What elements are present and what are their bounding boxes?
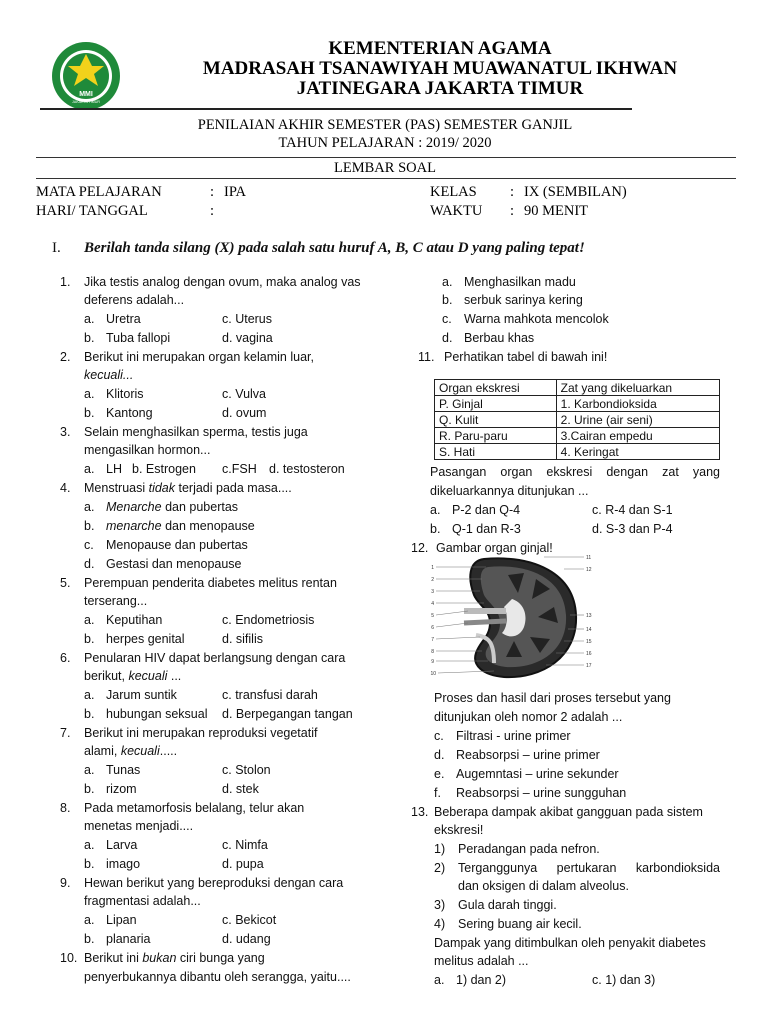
- q13-after-line2: melitus adalah ...: [434, 954, 529, 968]
- q10-option-b-letter[interactable]: b.: [442, 293, 453, 307]
- q9-number: 9.: [60, 876, 71, 890]
- q3-option-c[interactable]: c.FSH: [222, 462, 257, 476]
- q4-option-d[interactable]: Gestasi dan menopause: [106, 557, 242, 571]
- q10-option-d[interactable]: Berbau khas: [464, 331, 535, 345]
- q1-option-b-letter[interactable]: b.: [84, 331, 95, 345]
- table-cell: P. Ginjal: [435, 396, 557, 412]
- q13-item-2-number: 2): [434, 861, 446, 875]
- q9-option-d[interactable]: d. udang: [222, 932, 271, 946]
- time-label: WAKTU: [430, 203, 483, 219]
- section-number: I.: [52, 240, 61, 256]
- q6-text-line2: [84, 669, 181, 683]
- kidney-label-7: 7: [431, 637, 434, 643]
- q13-item-2-cont: dan oksigen di dalam alveolus.: [458, 879, 629, 893]
- date-colon: :: [210, 203, 215, 219]
- q5-text-line2: terserang...: [84, 594, 148, 608]
- q3-option-a-letter[interactable]: a.: [84, 462, 95, 476]
- q5-option-a[interactable]: Keputihan: [106, 613, 163, 627]
- table-cell: R. Paru-paru: [435, 428, 557, 444]
- kidney-label-11: 11: [586, 555, 592, 561]
- table-cell: 1. Karbondioksida: [556, 396, 719, 412]
- q6-option-a[interactable]: Jarum suntik: [106, 688, 177, 702]
- q10-option-d-letter[interactable]: d.: [442, 331, 453, 345]
- q1-option-b[interactable]: Tuba fallopi: [106, 331, 171, 345]
- q8-text-line2: menetas menjadi....: [84, 819, 194, 833]
- q3-text-line2: mengasilkan hormon...: [84, 443, 211, 457]
- q2-text-line1: Berikut ini merupakan organ kelamin luar,: [84, 350, 314, 364]
- q8-option-d[interactable]: d. pupa: [222, 857, 264, 871]
- q9-text-line1: Hewan berikut yang bereproduksi dengan cara: [84, 876, 344, 890]
- q10-option-a[interactable]: Menghasilkan madu: [464, 275, 576, 289]
- q13-text-line2: ekskresi!: [434, 823, 484, 837]
- subject-colon: :: [210, 184, 215, 200]
- kidney-label-4: 4: [431, 601, 434, 607]
- q5-option-c[interactable]: c. Endometriosis: [222, 613, 315, 627]
- q7-option-a[interactable]: Tunas: [106, 763, 141, 777]
- q10-text-line2: penyerbukannya dibantu oleh serangga, yaitu....: [84, 970, 351, 984]
- q10-option-c[interactable]: Warna mahkota mencolok: [464, 312, 609, 326]
- q8-option-b[interactable]: imago: [106, 857, 141, 871]
- q3-option-a[interactable]: LH: [106, 462, 122, 476]
- q11-option-b-letter[interactable]: b.: [430, 522, 441, 536]
- q9-text-line2: fragmentasi adalah...: [84, 894, 201, 908]
- q11-number: 11.: [418, 350, 435, 364]
- q8-option-a-letter[interactable]: a.: [84, 838, 95, 852]
- q4-option-c-letter[interactable]: c.: [84, 538, 94, 552]
- q6-option-b[interactable]: hubungan seksual: [106, 707, 208, 721]
- q4-option-a[interactable]: [106, 500, 238, 514]
- q10-text-part2: ciri bunga yang: [176, 951, 265, 965]
- q8-option-c[interactable]: c. Nimfa: [222, 838, 268, 852]
- q10-text-part1: Berikut ini: [84, 951, 143, 965]
- q12-option-c-letter[interactable]: c.: [434, 729, 444, 743]
- q12-option-e-letter[interactable]: e.: [434, 767, 445, 781]
- q4-option-b[interactable]: [106, 519, 255, 533]
- q8-option-a[interactable]: Larva: [106, 838, 138, 852]
- time-value: 90 MENIT: [524, 203, 589, 219]
- q4-option-b-italic: menarche: [106, 519, 162, 533]
- q2-option-b[interactable]: Kantong: [106, 406, 153, 420]
- q5-text-line1: Perempuan penderita diabetes melitus rentan: [84, 576, 337, 590]
- table-cell: 3.Cairan empedu: [556, 428, 719, 444]
- kidney-label-10: 10: [430, 671, 436, 677]
- q6-option-c[interactable]: c. transfusi darah: [222, 688, 318, 702]
- q4-option-b-rest: dan menopause: [161, 519, 255, 533]
- q10-option-c-letter[interactable]: c.: [442, 312, 452, 326]
- q6-text-part1: berikut,: [84, 669, 129, 683]
- excretion-table: [434, 379, 720, 460]
- q12-option-f-letter[interactable]: f.: [434, 786, 441, 800]
- exam-divider-top: [36, 157, 736, 158]
- q4-option-a-italic: Menarche: [106, 500, 162, 514]
- q13-option-a[interactable]: 1) dan 2): [456, 973, 507, 987]
- q7-text-part2: .....: [159, 744, 178, 758]
- kidney-label-16: 16: [586, 651, 592, 657]
- table-cell: 4. Keringat: [556, 444, 719, 460]
- q13-text-line1: Beberapa dampak akibat gangguan pada sistem: [434, 805, 703, 819]
- q12-after-line1: Proses dan hasil dari proses tersebut yang: [434, 691, 671, 705]
- q7-option-b[interactable]: rizom: [106, 782, 137, 796]
- q12-number: 12.: [411, 541, 429, 555]
- q13-item-4-number: 4): [434, 917, 446, 931]
- q12-after-line2: ditunjukan oleh nomor 2 adalah ...: [434, 710, 623, 724]
- table-row: [435, 428, 720, 444]
- table-header-cell: Organ ekskresi: [435, 380, 557, 396]
- q8-option-b-letter[interactable]: b.: [84, 857, 95, 871]
- q3-option-b[interactable]: b. Estrogen: [132, 462, 196, 476]
- q5-number: 5.: [60, 576, 71, 590]
- kidney-label-6: 6: [431, 625, 434, 631]
- subject-label: MATA PELAJARAN: [36, 184, 162, 200]
- q2-text-line2: kecuali...: [84, 368, 134, 382]
- q1-number: 1.: [60, 275, 71, 289]
- q6-text-emphasis: kecuali: [128, 669, 168, 683]
- q6-text-part2: ...: [167, 669, 182, 683]
- exam-divider-bottom: [36, 178, 736, 179]
- q3-option-d[interactable]: d. testosteron: [269, 462, 345, 476]
- table-cell: 2. Urine (air seni): [556, 412, 719, 428]
- q2-option-c[interactable]: c. Vulva: [222, 387, 267, 401]
- q10-option-a-letter[interactable]: a.: [442, 275, 453, 289]
- q3-text-line1: Selain menghasilkan sperma, testis juga: [84, 425, 308, 439]
- q7-option-b-letter[interactable]: b.: [84, 782, 95, 796]
- q4-text: [84, 481, 292, 495]
- q7-option-d[interactable]: d. stek: [222, 782, 259, 796]
- q5-option-d[interactable]: d. sifilis: [222, 632, 263, 646]
- q11-option-c[interactable]: c. R-4 dan S-1: [592, 503, 673, 517]
- q13-option-c[interactable]: c. 1) dan 3): [592, 973, 656, 987]
- q9-option-a-letter[interactable]: a.: [84, 913, 95, 927]
- q3-number: 3.: [60, 425, 71, 439]
- q13-item-3: Gula darah tinggi.: [458, 898, 557, 912]
- q9-option-a[interactable]: Lipan: [106, 913, 137, 927]
- q13-number: 13.: [411, 805, 429, 819]
- school-logo: [50, 40, 122, 112]
- q6-option-b-letter[interactable]: b.: [84, 707, 95, 721]
- q13-item-4: Sering buang air kecil.: [458, 917, 582, 931]
- kidney-label-1: 1: [431, 565, 434, 571]
- table-row: [435, 444, 720, 460]
- q7-option-a-letter[interactable]: a.: [84, 763, 95, 777]
- q5-option-b[interactable]: herpes genital: [106, 632, 185, 646]
- kidney-label-5: 5: [431, 613, 434, 619]
- class-label: KELAS: [430, 184, 477, 200]
- q1-option-a-letter[interactable]: a.: [84, 312, 95, 326]
- q7-text-line1: Berikut ini merupakan reproduksi vegetatif: [84, 726, 318, 740]
- q10-text-emphasis: bukan: [142, 951, 177, 965]
- q2-number: 2.: [60, 350, 71, 364]
- q11-after-line1: Pasangan organ ekskresi dengan zat yang: [430, 465, 720, 479]
- q10-option-b[interactable]: serbuk sarinya kering: [464, 293, 583, 307]
- kidney-diagram: [424, 553, 600, 683]
- q12-option-c[interactable]: Filtrasi - urine primer: [456, 729, 571, 743]
- q13-item-1: Peradangan pada nefron.: [458, 842, 600, 856]
- table-cell: S. Hati: [435, 444, 557, 460]
- table-cell: Q. Kulit: [435, 412, 557, 428]
- q4-text-emphasis: tidak: [148, 481, 176, 495]
- q12-option-f[interactable]: Reabsorpsi – urine sungguhan: [456, 786, 627, 800]
- kidney-label-13: 13: [586, 613, 592, 619]
- q12-option-e[interactable]: Augemntasi – urine sekunder: [456, 767, 619, 781]
- kidney-label-2: 2: [431, 577, 434, 583]
- table-row: [435, 396, 720, 412]
- kidney-label-12: 12: [586, 567, 592, 573]
- q11-option-b[interactable]: Q-1 dan R-3: [452, 522, 521, 536]
- q1-option-d[interactable]: d. vagina: [222, 331, 273, 345]
- q6-text-line1: Penularan HIV dapat berlangsung dengan cara: [84, 651, 346, 665]
- q7-number: 7.: [60, 726, 71, 740]
- q12-option-d[interactable]: Reabsorpsi – urine primer: [456, 748, 600, 762]
- q7-text-line2: [84, 744, 177, 758]
- kidney-label-9: 9: [431, 659, 434, 665]
- q13-item-1-number: 1): [434, 842, 446, 856]
- kidney-label-3: 3: [431, 589, 434, 595]
- q2-option-b-letter[interactable]: b.: [84, 406, 95, 420]
- exam-year: TAHUN PELAJARAN : 2019/ 2020: [278, 135, 492, 151]
- q4-option-a-rest: dan pubertas: [161, 500, 239, 514]
- q1-option-a[interactable]: Uretra: [106, 312, 141, 326]
- q10-number: 10.: [60, 951, 78, 965]
- sheet-title: LEMBAR SOAL: [334, 160, 436, 176]
- q7-option-c[interactable]: c. Stolon: [222, 763, 271, 777]
- table-header-cell: Zat yang dikeluarkan: [556, 380, 719, 396]
- exam-title: PENILAIAN AKHIR SEMESTER (PAS) SEMESTER GANJIL: [197, 117, 573, 133]
- school-location: JATINEGARA JAKARTA TIMUR: [296, 78, 584, 99]
- header-divider: [40, 108, 632, 110]
- q11-option-a-letter[interactable]: a.: [430, 503, 441, 517]
- q11-option-a[interactable]: P-2 dan Q-4: [452, 503, 521, 517]
- q10-text-line1: [84, 951, 265, 965]
- kidney-label-15: 15: [586, 639, 592, 645]
- q6-option-d[interactable]: d. Berpegangan tangan: [222, 707, 353, 721]
- q4-number: 4.: [60, 481, 71, 495]
- q4-option-c[interactable]: Menopause dan pubertas: [106, 538, 248, 552]
- class-colon: :: [510, 184, 515, 200]
- q2-option-a[interactable]: Klitoris: [106, 387, 144, 401]
- q7-text-emphasis: kecuali: [120, 744, 160, 758]
- q6-option-a-letter[interactable]: a.: [84, 688, 95, 702]
- subject-value: IPA: [224, 184, 247, 200]
- instruction-text: Berilah tanda silang (X) pada salah satu huruf A, B, C atau D yang paling tepat!: [84, 240, 585, 256]
- q11-text: Perhatikan tabel di bawah ini!: [444, 350, 608, 364]
- q9-option-c[interactable]: c. Bekicot: [222, 913, 277, 927]
- date-label: HARI/ TANGGAL: [36, 203, 148, 219]
- q8-number: 8.: [60, 801, 71, 815]
- logo-subtext: JAKARTA TIMUR: [72, 100, 100, 104]
- school-name: MADRASAH TSANAWIYAH MUAWANATUL IKHWAN: [202, 58, 678, 79]
- q13-option-a-letter[interactable]: a.: [434, 973, 445, 987]
- q11-after-line2: dikeluarkannya ditunjukan ...: [430, 484, 589, 498]
- q12-option-d-letter[interactable]: d.: [434, 748, 445, 762]
- q7-text-part1: alami,: [84, 744, 121, 758]
- ministry-title: KEMENTERIAN AGAMA: [328, 38, 552, 59]
- kidney-label-14: 14: [586, 627, 592, 633]
- q8-text-line1: Pada metamorfosis belalang, telur akan: [84, 801, 305, 815]
- q2-option-d[interactable]: d. ovum: [222, 406, 267, 420]
- q1-text-line2: deferens adalah...: [84, 293, 185, 307]
- table-header-row: [435, 380, 720, 396]
- q6-number: 6.: [60, 651, 71, 665]
- logo-text: MMI: [79, 91, 93, 98]
- q4-text-part1: Menstruasi: [84, 481, 149, 495]
- q13-item-3-number: 3): [434, 898, 446, 912]
- q4-option-d-letter[interactable]: d.: [84, 557, 95, 571]
- kidney-label-8: 8: [431, 649, 434, 655]
- q13-item-2: Terganggunya pertukaran karbondioksida: [458, 861, 720, 875]
- q5-option-a-letter[interactable]: a.: [84, 613, 95, 627]
- q2-option-a-letter[interactable]: a.: [84, 387, 95, 401]
- class-value: IX (SEMBILAN): [524, 184, 627, 200]
- q4-option-a-letter[interactable]: a.: [84, 500, 95, 514]
- q5-option-b-letter[interactable]: b.: [84, 632, 95, 646]
- q9-option-b[interactable]: planaria: [106, 932, 151, 946]
- q1-text-line1: Jika testis analog dengan ovum, maka analog vas: [84, 275, 361, 289]
- q12-text: Gambar organ ginjal!: [436, 541, 553, 555]
- table-row: [435, 412, 720, 428]
- kidney-label-17: 17: [586, 663, 592, 669]
- q1-option-c[interactable]: c. Uterus: [222, 312, 273, 326]
- q4-text-part2: terjadi pada masa....: [175, 481, 292, 495]
- time-colon: :: [510, 203, 515, 219]
- q13-after-line1: Dampak yang ditimbulkan oleh penyakit diabetes: [434, 936, 706, 950]
- q11-option-d[interactable]: d. S-3 dan P-4: [592, 522, 673, 536]
- q4-option-b-letter[interactable]: b.: [84, 519, 95, 533]
- q9-option-b-letter[interactable]: b.: [84, 932, 95, 946]
